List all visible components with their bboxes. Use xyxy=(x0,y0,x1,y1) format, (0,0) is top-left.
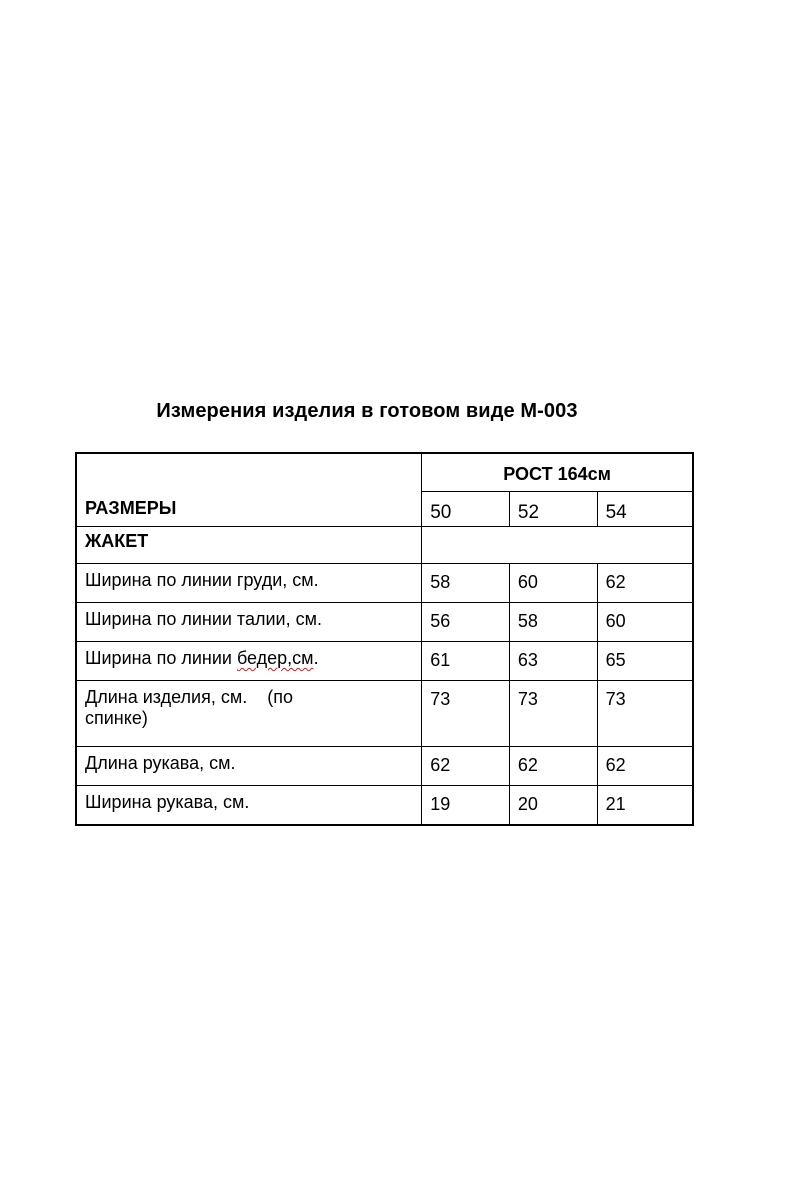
measurement-value: 73 xyxy=(509,681,597,747)
document-title: Измерения изделия в готовом виде М-003 xyxy=(156,400,578,422)
measurement-label: Ширина по линии талии, см. xyxy=(76,603,422,642)
table-row xyxy=(76,681,693,747)
measurement-value: 60 xyxy=(597,603,693,642)
measurement-value: 63 xyxy=(509,642,597,681)
label-suffix: . xyxy=(313,648,319,668)
measurement-value: 20 xyxy=(509,786,597,826)
measurement-value: 62 xyxy=(597,564,693,603)
size-header-cell: 54 xyxy=(597,492,693,527)
table-row xyxy=(76,786,693,826)
sizes-header-cell: РАЗМЕРЫ xyxy=(76,453,422,527)
section-row xyxy=(76,527,693,564)
spellcheck-underlined-text: бедер,см xyxy=(236,648,314,668)
measurement-value: 65 xyxy=(597,642,693,681)
label-line-1: Длина изделия, см. (по xyxy=(85,687,293,707)
measurement-value: 58 xyxy=(509,603,597,642)
section-empty-cell xyxy=(422,527,693,564)
table-row xyxy=(76,747,693,786)
measurement-value: 62 xyxy=(422,747,510,786)
table-header-row-height xyxy=(76,453,693,492)
height-header-cell: РОСТ 164см xyxy=(422,453,693,492)
measurement-value: 19 xyxy=(422,786,510,826)
measurement-value: 60 xyxy=(509,564,597,603)
size-header-cell: 52 xyxy=(509,492,597,527)
measurement-label: Ширина рукава, см. xyxy=(76,786,422,826)
table-row xyxy=(76,564,693,603)
measurement-value: 58 xyxy=(422,564,510,603)
label-line-2: спинке) xyxy=(85,708,148,728)
measurement-label xyxy=(76,642,422,681)
measurement-value: 62 xyxy=(597,747,693,786)
label-prefix: Ширина по линии xyxy=(85,648,237,668)
measurement-label: Ширина по линии груди, см. xyxy=(76,564,422,603)
measurement-value: 73 xyxy=(597,681,693,747)
table-row xyxy=(76,603,693,642)
measurement-value: 62 xyxy=(509,747,597,786)
measurement-value: 61 xyxy=(422,642,510,681)
measurement-label xyxy=(76,681,422,747)
measurement-value: 56 xyxy=(422,603,510,642)
size-chart-table xyxy=(75,452,694,826)
measurement-value: 21 xyxy=(597,786,693,826)
table-row xyxy=(76,642,693,681)
measurement-value: 73 xyxy=(422,681,510,747)
measurement-label: Длина рукава, см. xyxy=(76,747,422,786)
size-header-cell: 50 xyxy=(422,492,510,527)
section-label-cell: ЖАКЕТ xyxy=(76,527,422,564)
